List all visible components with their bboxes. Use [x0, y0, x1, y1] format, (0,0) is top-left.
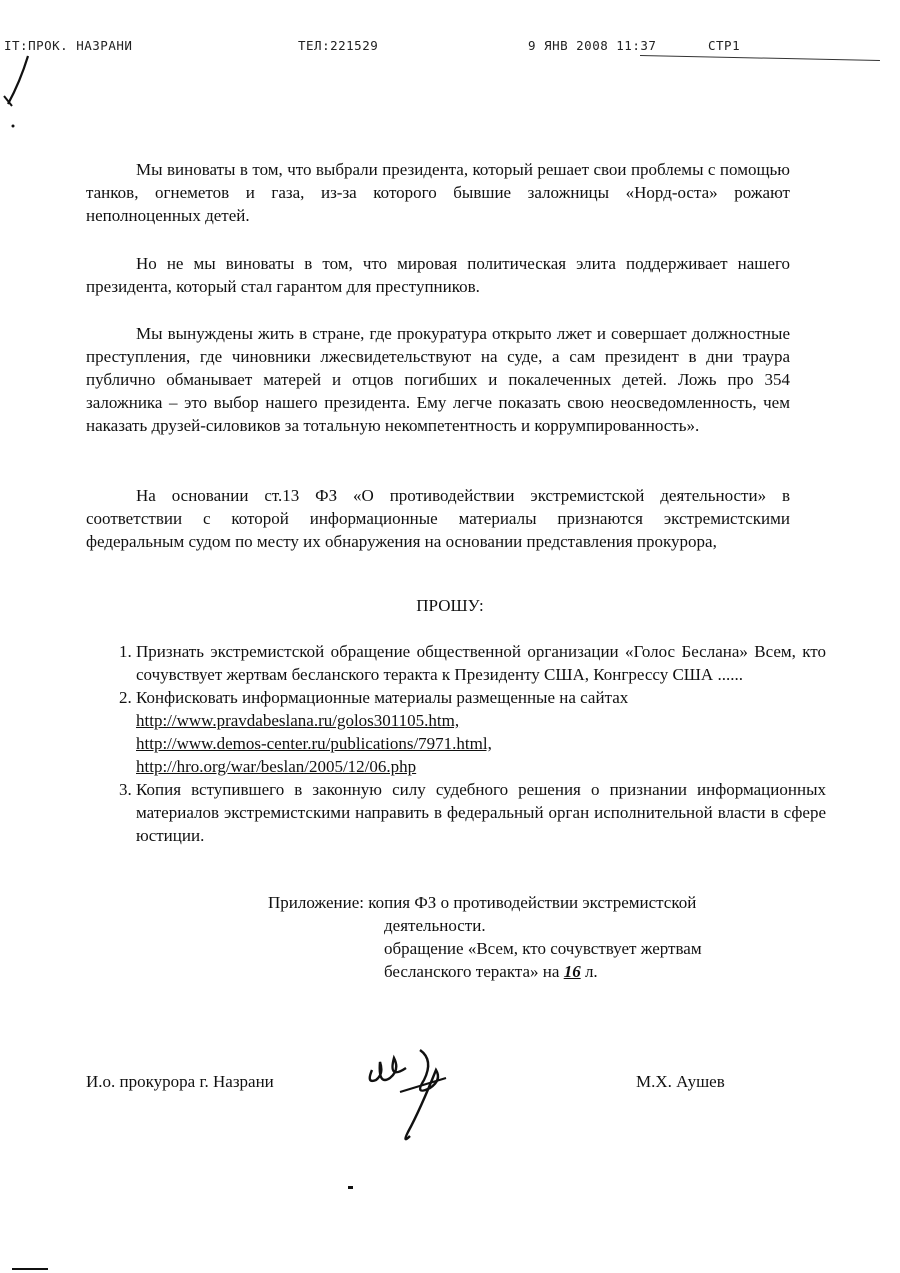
link-hro[interactable]: http://hro.org/war/beslan/2005/12/06.php: [136, 757, 417, 776]
scan-edge-mark: [12, 1268, 48, 1270]
appendix-line-2: деятельности.: [384, 916, 486, 935]
fax-sender: IT:ПРОК. НАЗРАНИ: [4, 38, 133, 53]
link-demos-center[interactable]: http://www.demos-center.ru/publications/7971.html,: [136, 734, 492, 753]
appendix: [268, 891, 788, 983]
appendix-label: Приложение:: [268, 893, 364, 912]
request-item-3: [136, 778, 826, 847]
paragraph-2: Но не мы виноваты в том, что мировая политическая элита поддерживает нашего президента, который стал гарантом для преступников.: [86, 254, 790, 296]
paragraph-4: На основании ст.13 ФЗ «О противодействии экстремистской деятельности» в соответствии с которой информационные материалы признаются экстремистскими федеральным судом по месту их обнаружения на основании представления прокурора,: [86, 486, 790, 551]
request-heading: ПРОШУ:: [416, 596, 484, 615]
scan-speck: [348, 1186, 353, 1189]
link-pravdabeslana[interactable]: http://www.pravdabeslana.ru/golos301105.htm,: [136, 711, 460, 730]
signer-title: И.о. прокурора г. Назрани: [86, 1072, 274, 1091]
fax-phone: ТЕЛ:221529: [298, 38, 379, 53]
appendix-page-count: 16: [563, 962, 581, 981]
appendix-line-4-suffix: л.: [584, 962, 598, 981]
request-item-3-text: Копия вступившего в законную силу судебного решения о признании информационных материалов экстремистскими направить в федеральный орган исполнительной власти в сфере юстиции.: [136, 780, 826, 845]
appendix-line-1: копия ФЗ о противодействии экстремистской: [368, 893, 697, 912]
request-item-1-text: Признать экстремистской обращение общественной организации «Голос Беслана» Всем, кто сочувствует жертвам бесланского теракта к Президенту США, Конгрессу США ......: [136, 642, 826, 684]
signer-name: М.Х. Аушев: [636, 1072, 725, 1091]
appendix-line-4-text: бесланского теракта» на: [384, 962, 560, 981]
appendix-line-4: [268, 960, 788, 983]
margin-stroke-mark: [0, 52, 40, 132]
fax-datetime: 9 ЯНВ 2008 11:37: [528, 38, 657, 53]
request-list: [100, 640, 826, 847]
paragraph-1: Мы виноваты в том, что выбрали президента, который решает свои проблемы с помощью танков, огнеметов и газа, из-за которого бывшие заложницы «Норд-оста» рожают неполноценных детей.: [86, 160, 790, 225]
request-item-2-text: Конфисковать информационные материалы размещенные на сайтах: [136, 688, 629, 707]
handwritten-signature: [360, 1040, 460, 1150]
fax-page-number: СТР1: [708, 38, 741, 53]
appendix-line-3: обращение «Всем, кто сочувствует жертвам: [384, 939, 702, 958]
request-item-2: [136, 686, 826, 778]
request-item-1: [136, 640, 826, 686]
header-rule: [640, 55, 880, 61]
paragraph-3: Мы вынуждены жить в стране, где прокуратура открыто лжет и совершает должностные преступления, где чиновники лжесвидетельствуют на суде, а сам президент в дни траура публично обманывает матерей и отцов погибших и покалеченных детей. Ложь про 354 заложника – это выбор нашего президента. Ему легче показать свою неосведомленность, чем наказать друзей-силовиков за тотальную некомпетентность и коррумпированность».: [86, 324, 790, 435]
